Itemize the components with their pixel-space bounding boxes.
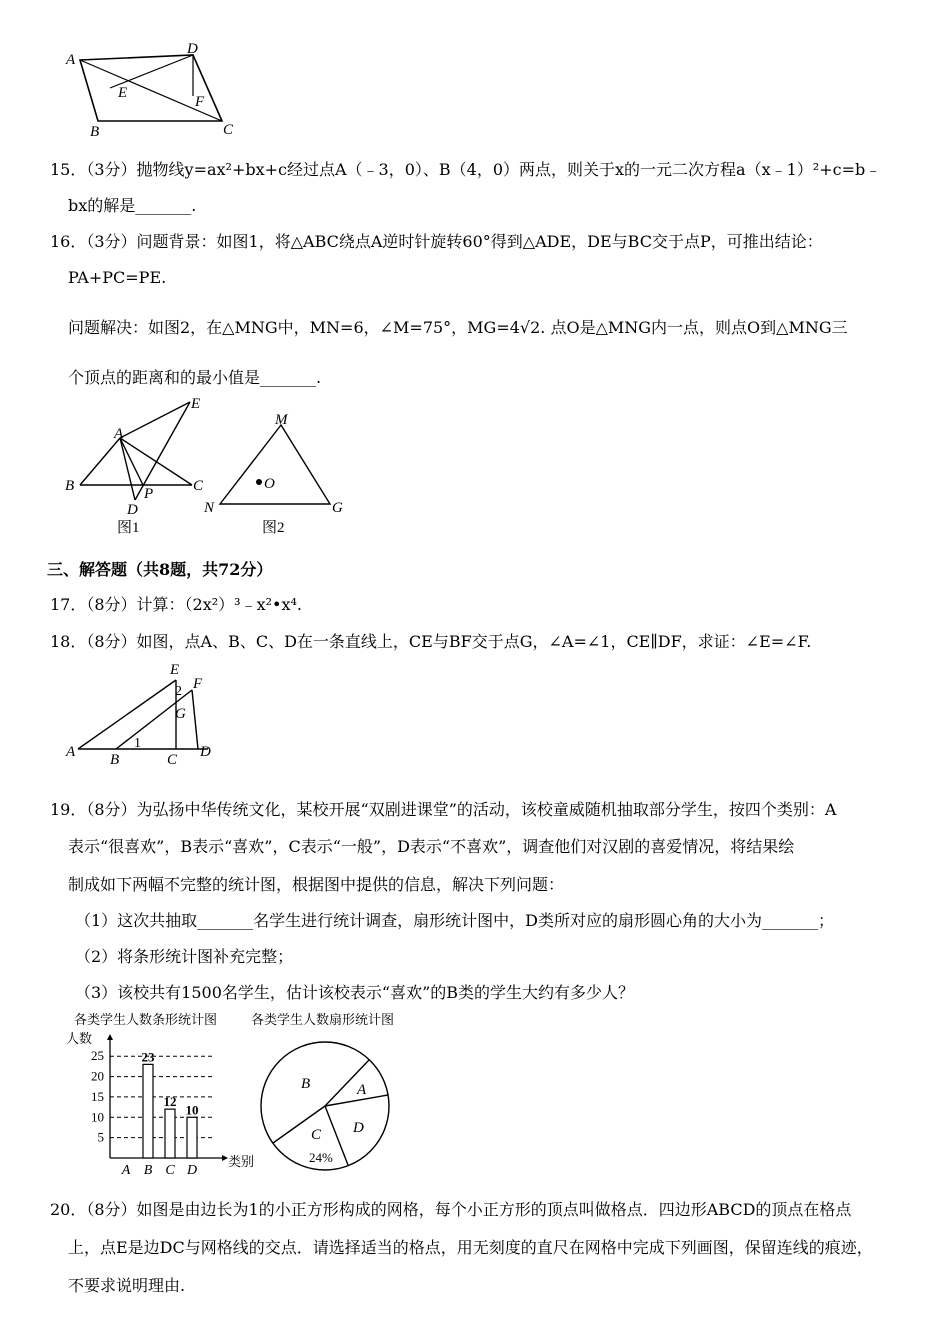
label-e: E [191, 396, 201, 412]
q20-line3: 不要求说明理由. [68, 1276, 186, 1295]
q19-line3: 制成如下两幅不完整的统计图，根据图中提供的信息，解决下列问题： [68, 875, 565, 894]
label-1: 1 [134, 736, 141, 751]
bar-chart-title: 各类学生人数条形统计图 [74, 1012, 218, 1027]
q19-sub3: （3）该校共有1500名学生，估计该校表示“喜欢”的B类的学生大约有多少人？ [75, 983, 635, 1002]
fig1-caption: 图1 [117, 520, 140, 536]
label-e: E [170, 662, 180, 678]
triangle-mng [220, 425, 330, 504]
segment-de [110, 55, 193, 88]
label-f: F [193, 676, 203, 692]
y-tick-label: 20 [91, 1068, 104, 1084]
section-3-heading: 三、解答题（共8题，共72分） [47, 560, 273, 579]
label-c: C [223, 122, 234, 138]
label-a: A [66, 52, 76, 68]
q18-text: 18．（8分）如图，点A、B、C、D在一条直线上，CE与BF交于点G，∠A=∠1，CE∥DF，求证：∠E=∠F. [50, 632, 812, 651]
label-c: C [193, 478, 204, 494]
pie-label-d: D [353, 1120, 364, 1136]
q15-line1: 15．（3分）抛物线y=ax²+bx+c经过点A（﹣3，0）、B（4，0）两点，则关于x的一元二次方程a（x﹣1）²+c=b﹣ [50, 160, 882, 179]
x-tick-label: B [143, 1163, 153, 1176]
q19-line2: 表示“很喜欢”，B表示“喜欢”，C表示“一般”，D表示“不喜欢”，调查他们对汉剧的喜爱情况，将结果绘 [68, 837, 795, 856]
label-g: G [175, 706, 186, 722]
label-b: B [65, 478, 75, 494]
y-tick-label: 10 [91, 1109, 104, 1125]
q16-line2: PA+PC=PE. [68, 268, 167, 287]
figure-q18 [60, 658, 230, 768]
x-tick-label: D [186, 1163, 198, 1176]
label-d: D [127, 502, 138, 518]
bar-value-label: 23 [141, 1049, 155, 1065]
pie-c-percent: 24% [309, 1150, 333, 1165]
label-b: B [90, 124, 100, 140]
bar-chart [60, 1008, 270, 1176]
q16-line3: 问题解决：如图2，在△MNG中，MN=6，∠M=75°，MG=4√2. 点O是△MNG内一点，则点O到△MNG三 [68, 318, 848, 337]
label-g: G [332, 500, 343, 516]
label-e: E [118, 85, 128, 101]
x-tick-label: A [121, 1163, 131, 1176]
label-n: N [204, 500, 215, 516]
pie-label-b: B [301, 1076, 311, 1092]
figure-q14-parallelogram [60, 40, 250, 140]
point-o [256, 479, 262, 485]
label-d: D [200, 744, 211, 760]
figure-q16-fig2 [200, 410, 360, 542]
label-2: 2 [175, 684, 182, 699]
q20-line1: 20．（8分）如图是由边长为1的小正方形构成的网格，每个小正方形的顶点叫做格点．四边形ABCD的顶点在格点 [50, 1200, 852, 1219]
bar-D [187, 1117, 197, 1158]
bar-C [165, 1109, 175, 1158]
y-tick-label: 5 [97, 1129, 104, 1145]
label-o: O [264, 476, 275, 492]
label-b: B [110, 752, 120, 768]
q16-line1: 16．（3分）问题背景：如图1，将△ABC绕点A逆时针旋转60°得到△ADE，DE与BC交于点P，可推出结论： [50, 232, 823, 251]
parallelogram-abcd [80, 55, 222, 121]
label-d: D [187, 41, 198, 57]
label-a: A [66, 744, 76, 760]
bar-value-label: 10 [185, 1102, 199, 1118]
pie-label-c: C [311, 1127, 322, 1143]
figure-q16-fig1 [60, 392, 220, 542]
q20-line2: 上，点E是边DC与网格线的交点．请选择适当的格点，用无刻度的直尺在网格中完成下列画图，保留连线的痕迹， [68, 1238, 873, 1257]
y-tick-label: 25 [91, 1048, 104, 1064]
q19-line1: 19．（8分）为弘扬中华传统文化，某校开展“双剧进课堂”的活动，该校童威随机抽取部分学生，按四个类别：A [50, 800, 837, 819]
pie-label-a: A [357, 1082, 367, 1098]
label-a: A [114, 426, 124, 442]
bar-B [143, 1064, 153, 1158]
q19-sub2: （2）将条形统计图补充完整； [75, 947, 294, 966]
bar-chart-xlabel: 类别 [228, 1154, 255, 1169]
y-axis-arrow [107, 1034, 113, 1040]
label-p: P [144, 486, 154, 502]
pie-chart-title: 各类学生人数扇形统计图 [251, 1012, 395, 1027]
pie-chart [245, 1008, 445, 1176]
label-c: C [167, 752, 178, 768]
q19-sub1: （1）这次共抽取_______名学生进行统计调查，扇形统计图中，D类所对应的扇形圆心角的大小为_______； [75, 911, 835, 930]
x-tick-label: C [165, 1163, 175, 1176]
q15-line2: bx的解是_______. [68, 196, 197, 215]
bar-chart-ylabel: 人数 [66, 1031, 93, 1046]
bar-value-label: 12 [163, 1094, 177, 1110]
label-f: F [195, 94, 205, 110]
y-tick-label: 15 [91, 1088, 104, 1104]
fig2-caption: 图2 [262, 520, 285, 536]
diagonal-ac [80, 60, 222, 121]
label-m: M [275, 412, 288, 428]
q17-text: 17．（8分）计算：（2x²）³﹣x²•x⁴. [50, 595, 302, 614]
q16-line4: 个顶点的距离和的最小值是_______. [68, 368, 322, 387]
